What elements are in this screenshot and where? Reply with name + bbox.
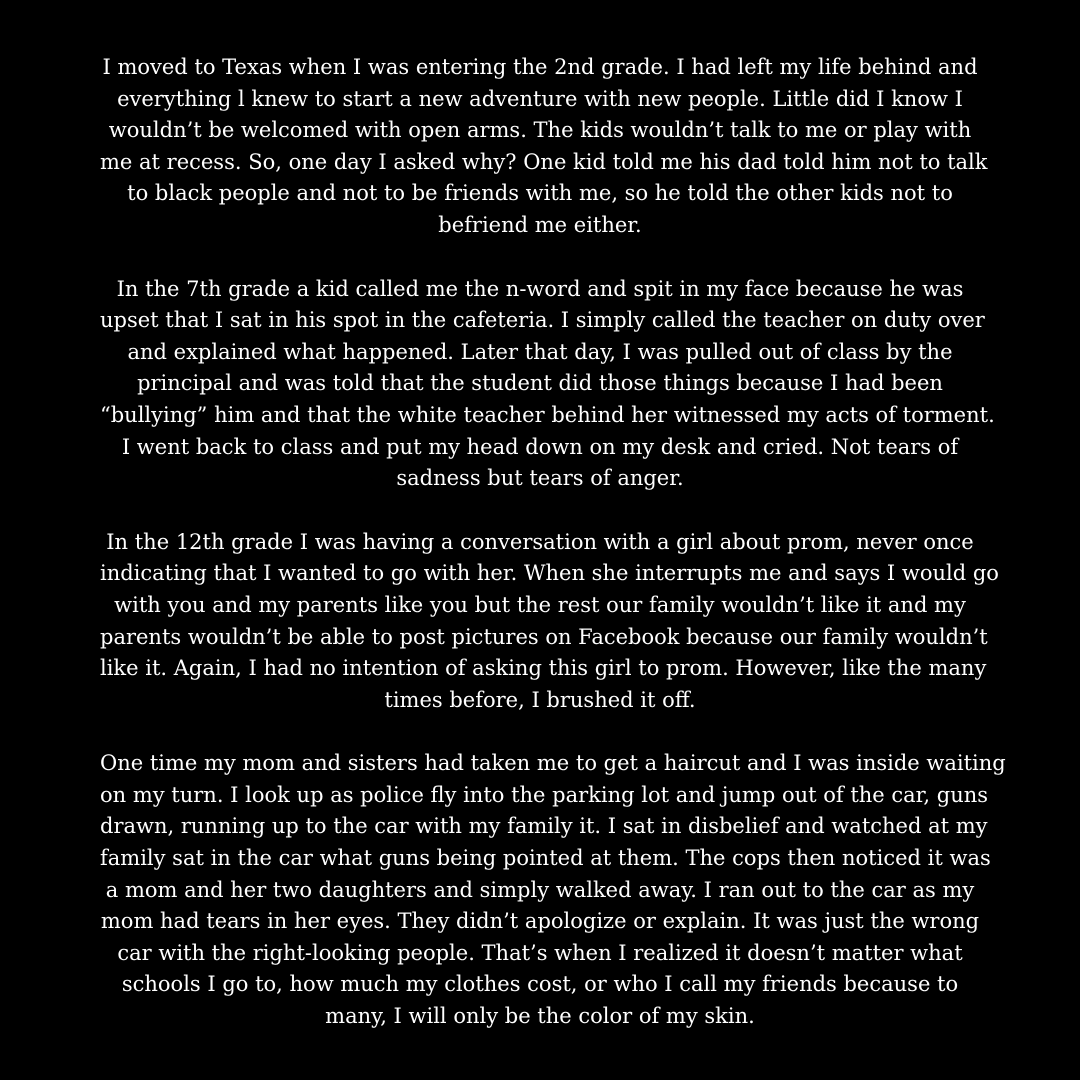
text-line: and explained what happened. Later that day, I was pulled out of class by the: [127, 339, 953, 364]
story-paragraph-12th-grade: [100, 527, 999, 717]
text-line: many, I will only be the color of my skin.: [325, 1004, 755, 1029]
text-line: to black people and not to be friends with me, so he told the other kids not to: [127, 181, 953, 206]
text-line: a mom and her two daughters and simply walked away. I ran out to the car as my: [105, 877, 975, 902]
text-line: “bullying” him and that the white teacher behind her witnessed my acts of torment.: [100, 402, 995, 427]
text-line: sadness but tears of anger.: [396, 466, 684, 491]
text-line: like it. Again, I had no intention of asking this girl to prom. However, like the many: [100, 656, 987, 681]
text-line: In the 7th grade a kid called me the n-word and spit in my face because he was: [116, 276, 964, 301]
text-line: wouldn’t be welcomed with open arms. The kids wouldn’t talk to me or play with: [108, 118, 972, 143]
text-line: indicating that I wanted to go with her. When she interrupts me and says I would go: [100, 561, 999, 586]
text-line: with you and my parents like you but the rest our family wouldn’t like it and my: [114, 592, 966, 617]
text-line: times before, I brushed it off.: [384, 687, 696, 712]
text-line: In the 12th grade I was having a conversation with a girl about prom, never once: [106, 529, 974, 554]
text-line: befriend me either.: [438, 212, 642, 237]
text-line: I went back to class and put my head down on my desk and cried. Not tears of: [121, 434, 959, 459]
text-line: One time my mom and sisters had taken me to get a haircut and I was inside waiting: [100, 751, 1006, 776]
story-paragraph-haircut: [100, 748, 1006, 1032]
text-line: schools I go to, how much my clothes cost, or who I call my friends because to: [121, 972, 959, 997]
story-paragraph-texas: [100, 52, 988, 242]
text-line: drawn, running up to the car with my family it. I sat in disbelief and watched at my: [100, 814, 988, 839]
text-line: principal and was told that the student did those things because I had been: [137, 371, 943, 396]
text-line: upset that I sat in his spot in the cafeteria. I simply called the teacher on duty over: [100, 308, 985, 333]
text-line: parents wouldn’t be able to post pictures on Facebook because our family wouldn’t: [100, 624, 988, 649]
story-paragraph-7th-grade: [100, 274, 995, 495]
text-line: I moved to Texas when I was entering the 2nd grade. I had left my life behind and: [102, 55, 978, 79]
text-line: me at recess. So, one day I asked why? One kid told me his dad told him not to talk: [100, 149, 988, 174]
text-line: everything l knew to start a new adventure with new people. Little did I know I: [117, 86, 963, 111]
text-line: mom had tears in her eyes. They didn’t apologize or explain. It was just the wrong: [100, 909, 980, 934]
text-line: family sat in the car what guns being pointed at them. The cops then noticed it was: [100, 846, 991, 871]
text-line: on my turn. I look up as police fly into the parking lot and jump out of the car, guns: [100, 782, 989, 807]
text-line: car with the right-looking people. That’s when I realized it doesn’t matter what: [117, 940, 963, 965]
